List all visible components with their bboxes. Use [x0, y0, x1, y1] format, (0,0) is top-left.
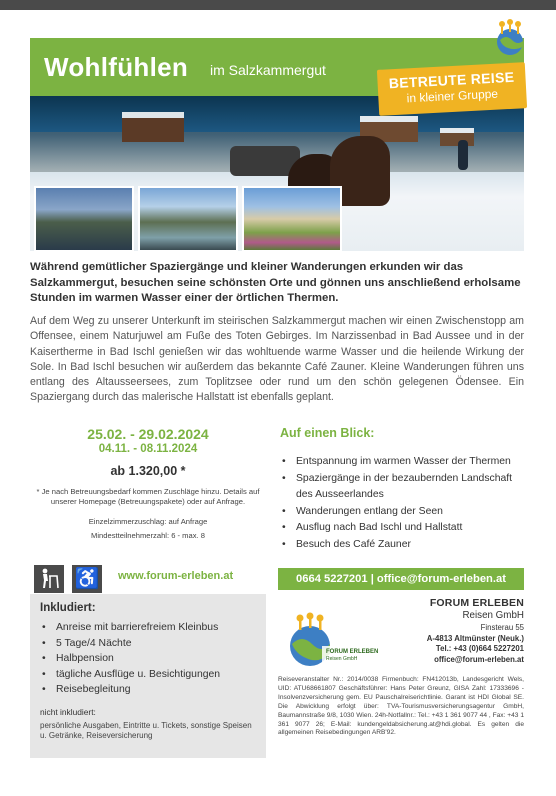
list-item: • Anreise mit barrierefreiem Kleinbus: [40, 620, 256, 636]
company-address: [404, 597, 524, 665]
contact-bar[interactable]: 0664 5227201 | office@forum-erleben.at: [278, 568, 524, 590]
not-included-heading: nicht inkludiert:: [40, 706, 96, 717]
guided-trip-badge: [377, 62, 527, 116]
company-type: Reisen GmbH: [462, 610, 524, 621]
included-heading: Inkludiert:: [40, 602, 96, 614]
participants-note: Mindestteilnehmerzahl: 6 - max. 8: [91, 531, 205, 540]
page-subtitle: im Salzkammergut: [210, 62, 326, 78]
photo-lake-town: [34, 186, 134, 252]
company-city: A-4813 Altmünster (Neuk.): [426, 633, 524, 643]
legal-text: Reiseveranstalter Nr.: 2014/0038 Firmenbuch: FN412013b, Landesgericht Wels, UID: ATU68661807 Geschäftsführer: Hans Peter Greunz, GISA Zahl: 17333696 - Insolvenzversicherung gem. EU Pauschalreiserichtlinie. Garant ist HDI Global SE. Die Abwicklung erfolgt über: TVA-Tourismusversicherungsagentur GmbH, Baumannstraße 9/8, 1030 Wien. 24h-Notfallnr.: Tel.: +43 1 361 9077 44 , Fax: +43 1 361 9077 26; E-Mail: kundengeldabsicherung.at@hdi.global. Es gelten die allgemeinen Reisebedingungen ARB'92.: [278, 676, 524, 737]
not-included-text: persönliche Ausgaben, Eintritte u. Tickets, sonstige Speisen u. Getränke, Reiseversicherung: [40, 720, 252, 740]
glance-list: [280, 454, 524, 553]
price: ab 1.320,00 *: [110, 464, 186, 478]
badge-title: BETREUTE REISE: [388, 68, 515, 92]
badge-subtitle: in kleiner Gruppe: [406, 86, 499, 106]
lead-paragraph: Während gemütlicher Spaziergänge und kleiner Wanderungen erkunden wir das Salzkammergut, besuchen seine schönsten Orte und gönnen uns anschließend erholsame Stunden im warmen Wasser einer der örtlichen Thermen.: [30, 261, 521, 304]
hero-chalet: [122, 112, 184, 142]
company-logo-top: [490, 18, 530, 58]
page-title: Wohlfühlen: [44, 52, 189, 82]
hero-skier: [458, 140, 468, 170]
price-note: * Je nach Betreuungsbedarf kommen Zuschläge hinzu. Details auf unserer Homepage (Betreuungspakete) oder auf Anfrage.: [36, 487, 260, 506]
single-room-note: Einzelzimmerzuschlag: auf Anfrage: [88, 517, 208, 526]
list-item: • tägliche Ausflüge u. Besichtigungen: [40, 667, 256, 683]
company-street: Finsterau 55: [480, 623, 524, 632]
list-item: • Entspannung im warmen Wasser der Thermen: [280, 454, 524, 471]
company-email[interactable]: office@forum-erleben.at: [434, 654, 524, 664]
included-list: [40, 620, 256, 698]
list-item: • Besuch des Café Zauner: [280, 537, 524, 554]
photo-lake-mountains: [138, 186, 238, 252]
logo-text-1: FORUM ERLEBEN: [326, 649, 379, 655]
list-item: • Wanderungen entlang der Seen: [280, 504, 524, 521]
company-name: FORUM ERLEBEN: [429, 597, 524, 609]
list-item: • 5 Tage/4 Nächte: [40, 636, 256, 652]
body-paragraph: Auf dem Weg zu unserer Unterkunft im steirischen Salzkammergut machen wir einen Zwischenstopp am Offensee, einem Naturjuwel am Fuße des Toten Gebirges. Im Narzissenbad in Bad Aussee und in der Kaisertherme in Bad Ischl genießen wir das wohltuende warme Wasser und die heilende Wirkung der Sole. In Bad Ischl besuchen wir außerdem das bekannte Café Zauner. Kleine Wanderungen führen uns entlang des Altausseersees, zum Toplitzsee oder rund um den schön gelegenen Ödensee. Ein Spaziergang durch das malerische Hallstatt ist ebenfalls geplant.: [30, 315, 524, 404]
date-primary: 25.02. - 29.02.2024: [87, 426, 209, 442]
top-bar: [0, 0, 556, 10]
list-item: • Spaziergänge in der bezaubernden Landschaft des Ausseerlandes: [280, 471, 524, 504]
list-item: • Halbpension: [40, 651, 256, 667]
logo-text-2: Reisen GmbH: [326, 656, 358, 662]
glance-heading: Auf einen Blick:: [280, 426, 375, 440]
included-box: [30, 594, 266, 758]
photo-palace-garden: [242, 186, 342, 252]
company-logo-bottom: [280, 610, 390, 672]
list-item: • Ausflug nach Bad Ischl und Hallstatt: [280, 520, 524, 537]
hero-chalet: [440, 128, 474, 146]
date-secondary: 04.11. - 08.11.2024: [98, 443, 198, 455]
dates-pricing: [30, 426, 266, 540]
list-item: • Reisebegleitung: [40, 682, 256, 698]
wheelchair-icon: ♿: [72, 565, 102, 593]
at-a-glance: [280, 426, 524, 553]
walker-icon: [34, 565, 64, 593]
company-phone[interactable]: Tel.: +43 (0)664 5227201: [435, 644, 524, 653]
website-link[interactable]: www.forum-erleben.at: [118, 570, 234, 582]
